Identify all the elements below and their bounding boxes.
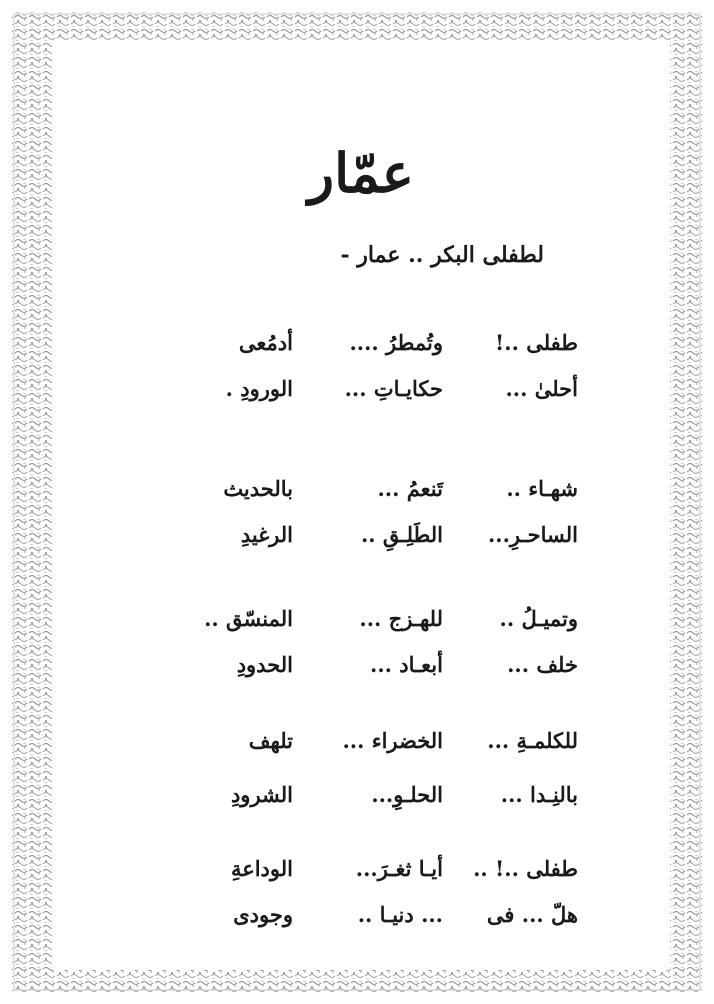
line-segment: المنسّق .. <box>204 606 293 631</box>
poem-line <box>158 652 578 686</box>
line-segment: الحلـوِ... <box>371 782 443 807</box>
line-segment: تلهف <box>248 728 293 753</box>
line-segment: وتميـلُ .. <box>499 606 578 631</box>
line-segment: الورودِ . <box>225 376 293 401</box>
line-segment: وجودى <box>233 902 293 927</box>
line-segment: الوداعةِ <box>230 856 293 881</box>
poem-line <box>158 856 578 890</box>
poem-line <box>158 522 578 556</box>
poem-line <box>158 476 578 510</box>
poem-line <box>158 782 578 816</box>
line-segment: الرغيدِ <box>240 522 293 547</box>
poem-title: عمّار <box>308 141 414 205</box>
poem-line <box>158 606 578 640</box>
line-segment: طفلى ..! <box>495 330 578 355</box>
line-segment: للهـزج ... <box>359 606 443 631</box>
poem-line <box>158 330 578 364</box>
line-segment: حكايـاتِ ... <box>344 376 443 401</box>
poem-line <box>158 728 578 762</box>
line-segment: بالحديث <box>223 476 293 501</box>
poem-page <box>58 46 664 964</box>
line-segment: هلّ ... فى <box>486 902 578 927</box>
line-segment: الطَلِـقِ .. <box>360 522 443 547</box>
line-segment: طفلى ..! .. <box>473 856 578 881</box>
poem-line <box>158 376 578 410</box>
dedication: لطفلى البكر .. عمار - <box>340 242 544 268</box>
line-segment: الحدودِ <box>236 652 293 677</box>
line-segment: الشرودِ <box>230 782 293 807</box>
line-segment: تَنعمُ ... <box>377 476 443 501</box>
line-segment: بالنِـدا ... <box>500 782 578 807</box>
line-segment: أبعـاد ... <box>370 652 443 677</box>
line-segment: خلف ... <box>507 652 578 677</box>
line-segment: الساحـرِ... <box>487 522 578 547</box>
line-segment: أدمُعى <box>238 330 293 355</box>
poem-line <box>158 902 578 936</box>
line-segment: الخضراء ... <box>342 728 443 753</box>
line-segment: وتُمطرُ .... <box>349 330 443 355</box>
line-segment: ... دنيـا .. <box>357 902 443 927</box>
line-segment: أحلىٰ ... <box>505 376 578 401</box>
line-segment: شهـاء .. <box>506 476 578 501</box>
line-segment: أيـا ثغـرَ... <box>355 856 443 881</box>
line-segment: للكلمـةِ ... <box>487 728 578 753</box>
